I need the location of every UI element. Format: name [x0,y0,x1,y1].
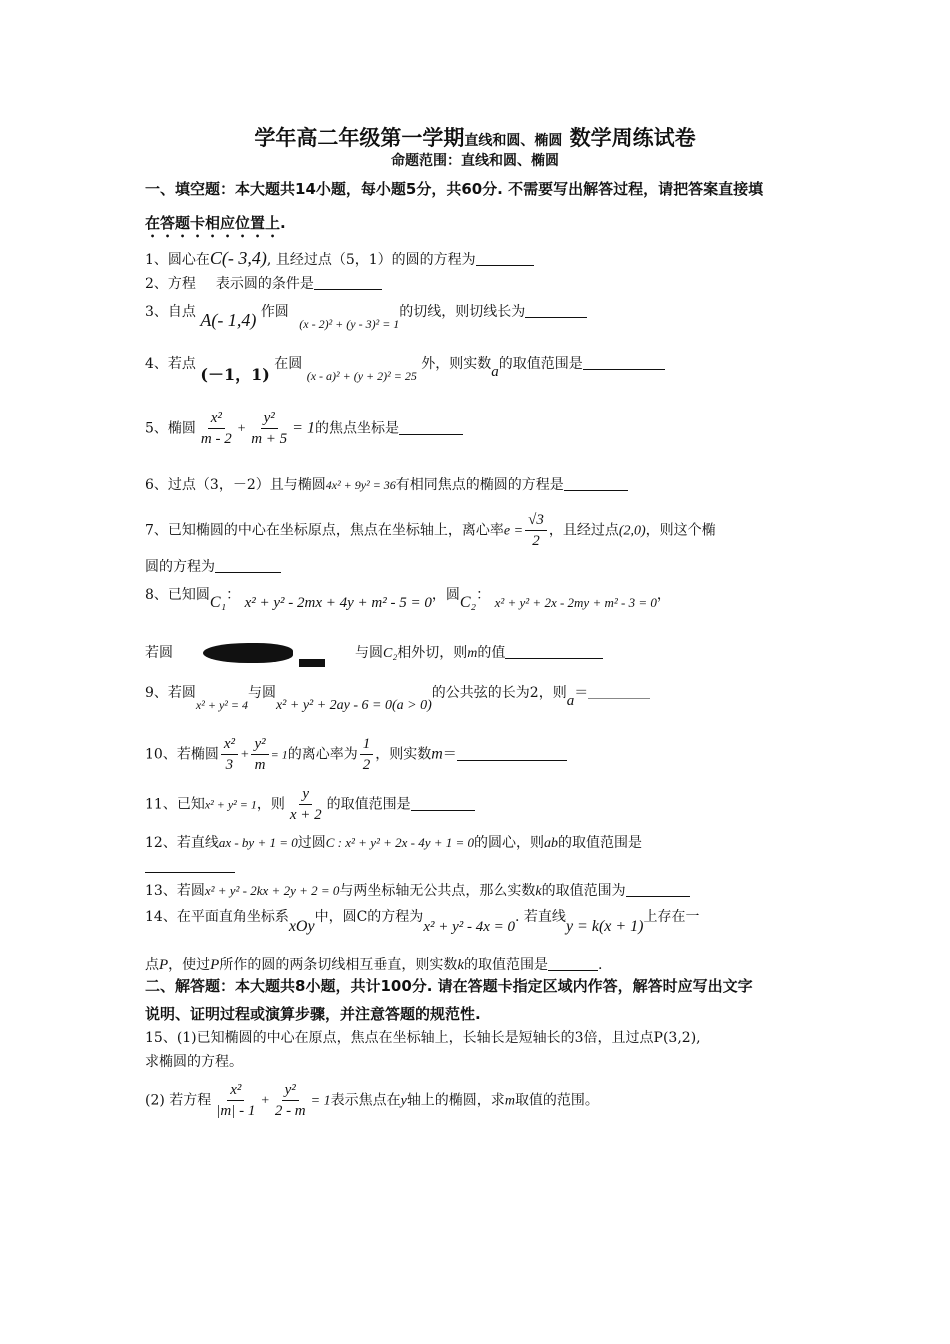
q14-text8: 的取值范围是 [464,957,549,973]
q9-answer-blank[interactable] [588,684,650,699]
section2-heading [145,972,810,1028]
q14-number: 14、 [145,909,177,925]
q1-answer-blank[interactable] [476,251,534,266]
q10-text: 若椭圆 [176,746,219,763]
q14-text5: 点 [145,957,159,973]
q9-text3: 的公共弦的长为2，则 [431,685,567,701]
q10-number: 10、 [145,746,177,763]
question-5: 5、椭圆 $\frac{\text{x²}}{m - 2}$ + $\frac{\text{y²}}{m + 5}$ = 1的焦点坐标是 [145,408,815,449]
question-14 [145,906,815,935]
q12-circle-eq: C : x² + y² + 2x - 4y + 1 = 0 [325,835,475,850]
q8-text8: 相外切，则 [397,645,468,661]
question-14-cont [145,954,815,974]
q7-e: e = [503,523,524,539]
q15-var-m: m [504,1093,515,1109]
q12-answer-blank[interactable] [145,858,235,873]
q15-part2-label: (2) 若方程 [145,1092,212,1109]
q12-text4: 的取值范围是 [558,835,643,851]
q6-ellipse-eq: 4x² + 9y² = 36 [325,478,396,492]
question-12-cont [145,858,815,875]
q15-part1-line2: 求椭圆的方程。 [145,1054,243,1070]
q3-text2: 作圆 [260,304,289,320]
q10-text4: ＝ [442,746,457,763]
q9-text4: ＝ [574,685,589,701]
q10-frac-e: $\frac{1}{2}$ [360,734,374,775]
q13-circle-eq: x² + y² - 2kx + 2y + 2 = 0 [204,883,340,898]
q12-text: 若直线 [176,835,219,851]
question-12 [145,832,815,852]
q15-var-y: y [400,1093,407,1109]
question-13 [145,880,815,900]
q1-text2: , 且经过点（5，1）的圆的方程为 [266,252,476,268]
q8-c1-eq: x² + y² - 2mx + 4y + m² - 5 = 0 [244,595,432,611]
question-2 [145,273,815,293]
q4-text: 若点 [167,356,196,372]
q8-text: 已知圆 [167,587,210,603]
q15-part2-text1: 表示焦点在 [330,1092,401,1109]
question-11 [145,784,815,825]
title-end: 数学周练试卷 [562,126,696,150]
q4-var-a: a [491,364,499,380]
q14-point-p2: P [210,957,220,973]
q11-answer-blank[interactable] [411,796,475,811]
q12-ab: ab [544,836,559,851]
q4-answer-blank[interactable] [583,355,665,370]
question-9 [145,682,815,713]
q7-text3: ，则这个椭 [645,522,716,539]
question-8 [145,584,815,611]
q15-part1-line1: 15、(1)已知椭圆的中心在原点，焦点在坐标轴上，长轴长是短轴长的3倍，且过点P(3,2), [145,1030,701,1046]
q6-answer-blank[interactable] [564,476,628,491]
question-3 [145,300,815,331]
q5-text2: 的焦点坐标是 [314,420,399,437]
q9-circle2: x² + y² + 2ay - 6 = 0(a > 0) [275,698,432,713]
q4-text4: 的取值范围是 [498,356,583,372]
q8-c2: C₂ [459,594,477,611]
q11-text2: ，则 [256,796,285,813]
q10-text2: 的离心率为 [287,746,358,763]
question-15-part2: (2) 若方程 $\frac{\text{x²}}{|m| - 1}$ + $\frac{\text{y²}}{2 - m}$ = 1表示焦点在y轴上的椭圆，求m取值的范围。 [145,1082,599,1119]
q13-answer-blank[interactable] [626,882,690,897]
q4-point: (－1，1) [200,365,270,384]
q5-number: 5、 [145,420,168,437]
question-6 [145,474,815,494]
q9-var-a: a [566,693,575,709]
q5-frac-x: $\frac{\text{x²}}{m - 2}$ [200,410,232,447]
q9-circle1: x² + y² = 4 [195,698,248,712]
q8-text9: 的值 [477,645,506,661]
c1-blob-image [203,643,293,663]
title-topic: 直线和圆、椭圆 [464,133,563,149]
q2-number: 2、 [145,276,168,292]
q2-text2: 表示圆的条件是 [215,276,314,292]
q6-number: 6、 [145,477,168,493]
q7-frac: $\frac{√3}{2}$ [525,510,547,551]
q12-text3: 的圆心，则 [474,835,545,851]
q14-var-k: k [457,957,465,973]
question-4 [145,350,815,384]
q10-text3: ，则实数 [375,746,432,763]
q14-period: . [598,957,603,973]
section1-heading-text: 一、填空题：本大题共14小题，每小题5分，共60分. 不需要写出解答过程，请把答案直接填 [145,180,764,198]
q15-part2-text3: 取值的范围。 [514,1092,599,1109]
q9-text: 若圆 [167,685,196,701]
page-title [0,122,950,152]
question-10: 10、若椭圆 $\frac{\text{x²}}{3}$ + $\frac{\text{y²}}{m}$ = 1的离心率为 $\frac{1}{2}$ ，则实数m＝ [145,734,815,775]
section1-heading-dotted: 在答题卡相应位置上 [145,214,281,232]
q14-point-p: P [159,957,169,973]
q10-frac-y: $\frac{\text{y²}}{m}$ [251,734,268,775]
title-main: 学年高二年级第一学期 [254,126,465,150]
q4-number: 4、 [145,356,168,372]
q11-frac: $\frac{y}{x + 2}$ [289,786,322,823]
q8-colon: ： [226,587,241,603]
q11-text: 已知 [176,796,205,813]
q11-number: 11、 [145,796,177,813]
q11-text3: 的取值范围是 [326,796,411,813]
q12-text2: 过圆 [297,835,326,851]
q10-frac-x: $\frac{\text{x²}}{3}$ [221,734,238,775]
q14-text3: . 若直线 [515,909,566,925]
q14-circle-eq: x² + y² - 4x = 0 [423,919,516,935]
q11-eq: x² + y² = 1 [204,797,257,812]
section1-heading [145,172,810,241]
question-7 [145,510,815,551]
q3-number: 3、 [145,304,168,320]
q8-text6: 若圆 [145,645,173,661]
q8-text7: 与圆 [355,645,383,661]
q3-point: A(- 1,4) [200,310,257,330]
q3-text: 自点 [167,304,196,320]
q9-number: 9、 [145,685,168,701]
q13-text2: 与两坐标轴无公共点，那么实数 [339,883,536,899]
q13-text: 若圆 [176,883,205,899]
q8-c2-eq: x² + y² + 2x - 2my + m² - 3 = 0 [494,595,657,610]
question-8-cont [145,642,815,667]
q7-text2: ，且经过点 [548,522,619,539]
q10-var-m: m [431,745,443,763]
q4-circle-eq: (x - a)² + (y + 2)² = 25 [306,369,417,383]
q8-c1: C₁ [209,594,227,611]
q1-number: 1、 [145,252,168,268]
q15-frac-x: $\frac{\text{x²}}{|m| - 1}$ [216,1082,256,1119]
q13-var-k: k [535,884,542,899]
question-15-part1 [145,1026,810,1074]
q1-text: 圆心在 [167,252,210,268]
section2-heading-cont: 说明、证明过程或演算步骤，并注意答题的规范性. [145,1005,481,1023]
q8-var-m: m [467,646,478,661]
q14-text4: 上存在一 [643,909,700,925]
q14-line-eq: y = k(x + 1) [565,918,644,935]
q6-text: 过点（3，－2）且与椭圆 [167,477,326,493]
c1-blob-subscript [299,659,325,667]
question-7-cont [145,556,815,576]
q3-text3: 的切线，则切线长为 [399,304,526,320]
q4-text3: 外，则实数 [421,356,492,372]
q3-answer-blank[interactable] [525,303,587,318]
q2-text: 方程 [167,276,196,292]
q14-text: 在平面直角坐标系 [176,909,289,925]
q6-text2: 有相同焦点的椭圆的方程是 [395,477,564,493]
q8-answer-blank[interactable] [505,644,603,659]
q14-xoy: xOy [288,918,315,935]
q13-number: 13、 [145,883,177,899]
q12-line-eq: ax - by + 1 = 0 [218,835,298,850]
q7-text: 已知椭圆的中心在坐标原点，焦点在坐标轴上，离心率 [167,522,504,539]
q2-answer-blank[interactable] [314,275,382,290]
q10-equals: = 1 [270,747,288,762]
q12-number: 12、 [145,835,177,851]
section1-heading-end: . [280,214,286,232]
q5-frac-y: $\frac{\text{y²}}{m + 5}$ [251,410,288,447]
q14-text6: ，使过 [168,957,211,973]
q8-text3: ，圆 [431,587,460,603]
q7-point: (2,0) [618,523,646,539]
q7-answer-blank[interactable] [215,558,281,573]
q7-text4: 圆的方程为 [145,559,215,575]
q5-text: 椭圆 [167,420,196,437]
q14-text2: 中，圆C的方程为 [314,909,424,925]
q8-comma: ， [656,587,671,603]
q4-text2: 在圆 [274,356,303,372]
page-subtitle: 命题范围：直线和圆、椭圆 [391,153,559,169]
q3-circle-eq: (x - 2)² + (y - 3)² = 1 [299,317,400,331]
q1-center: C(- 3,4) [209,248,267,268]
q15-part2-text2: 轴上的椭圆，求 [406,1092,505,1109]
q8-number: 8、 [145,587,168,603]
question-1 [145,248,815,269]
q10-answer-blank[interactable] [457,746,567,761]
q5-answer-blank[interactable] [399,420,463,435]
q14-text7: 所作的圆的两条切线相互垂直，则实数 [219,957,458,973]
q15-frac-y: $\frac{\text{y²}}{2 - m}$ [274,1082,306,1119]
q13-text3: 的取值范围为 [541,883,626,899]
section2-heading-text: 二、解答题：本大题共8小题，共计100分. 请在答题卡指定区域内作答，解答时应写出文字 [145,977,753,995]
q14-answer-blank[interactable] [548,956,598,971]
q8-c2-ref: C₂ [383,646,398,661]
q15-equals: = 1 [310,1093,331,1109]
q5-equals: = 1 [292,419,315,437]
q7-number: 7、 [145,522,168,539]
q8-colon2: ： [476,587,491,603]
q9-text2: 与圆 [247,685,276,701]
